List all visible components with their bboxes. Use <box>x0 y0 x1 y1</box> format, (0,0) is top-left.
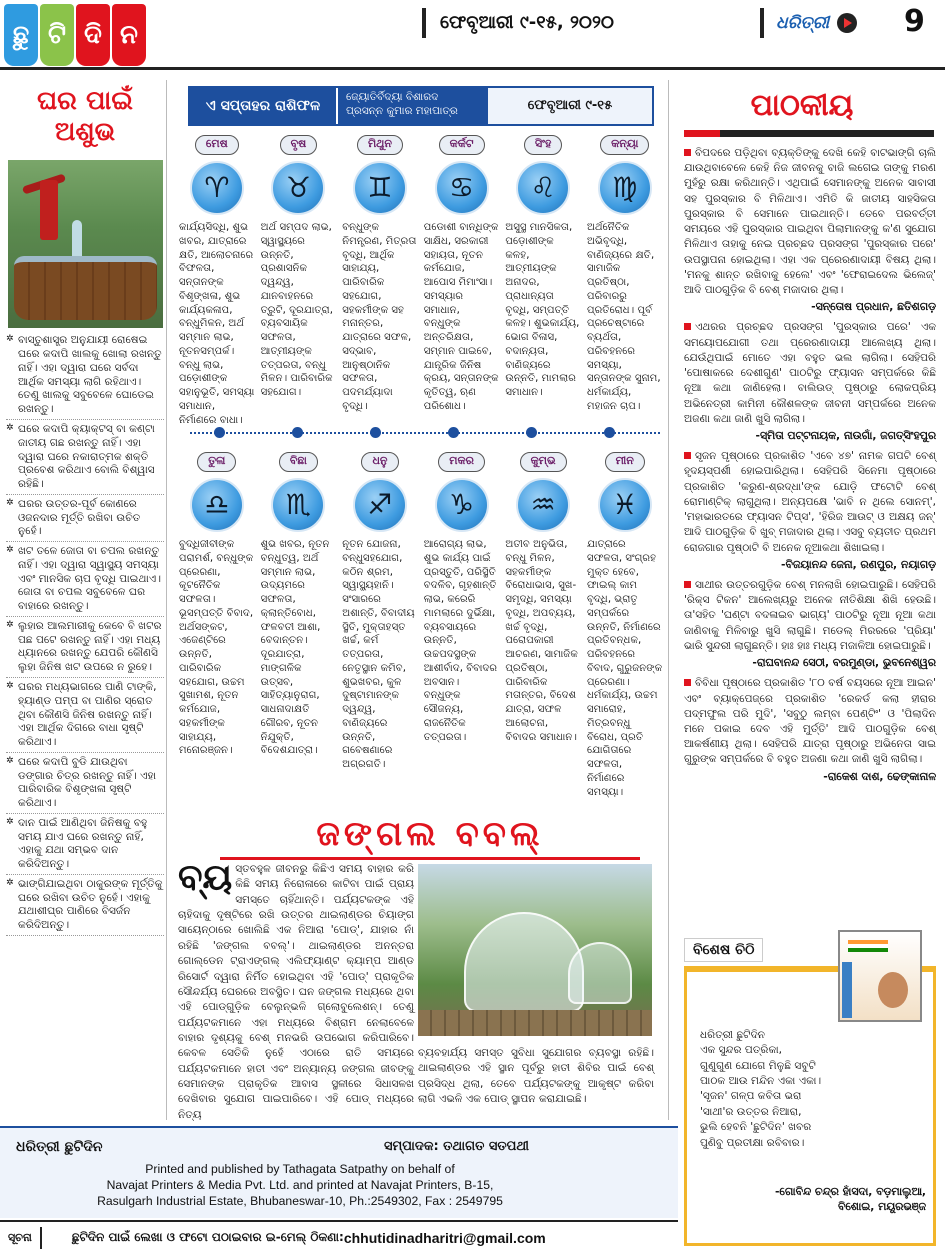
reader-letter <box>684 449 936 572</box>
zodiac-symbol-icon: ♌ <box>516 161 570 215</box>
divider-dot <box>604 427 615 438</box>
sign-label-wrap <box>587 452 663 472</box>
zodiac-sign-card <box>584 135 666 427</box>
letter-signature: -ବିଜୟାନନ୍ଦ ଜେନା, ରଣପୁର, ନୟାଗଡ଼ <box>781 557 936 571</box>
imprint-line1: Printed and published by Tathagata Satpathy on behalf of <box>145 1162 455 1176</box>
sign-name: କର୍କଟ <box>439 135 485 155</box>
notice-tag: ସୂଚନା <box>0 1227 42 1250</box>
sign-forecast: ଶୁଭ ଖବର, ନୂତନ ବନ୍ଧୁତ୍ୱ, ଅର୍ଥ ସମ୍ମାନ ଲାଭ, ଉଦ୍ୟମରେ ସଫଳତା, କ୍ଲାନ୍ତିବୋଧ, ଫଳବତୀ ଆଶା, ବେଦାନ୍ତନ। ଦୂରଯାତ୍ରା, ମାଙ୍ଗଳିକ ଉତ୍ସବ, ସାହିତ୍ୟାନୁରାଗ, ସାଧନାଦାକ୍ଷତି ଗୌରବ, ନୂତନ ନିଯୁକ୍ତି, ବିଦେଶଯାତ୍ରା। <box>260 539 330 757</box>
rashifal-header <box>188 86 654 126</box>
brand-letter-tile: ଟି <box>40 4 74 66</box>
sign-label-wrap <box>342 452 418 472</box>
bubble-pod-photo <box>418 864 652 1036</box>
sign-name: ମକର <box>438 452 485 472</box>
zodiac-symbol-icon: ♑ <box>435 478 489 532</box>
notice-bar <box>0 1220 678 1254</box>
vastu-title-line2: ଅଶୁଭ <box>54 117 116 148</box>
rashifal-title: ଏ ସପ୍ତାହର ରାଶିଫଳ <box>190 88 336 124</box>
zodiac-sign-card <box>339 135 421 427</box>
divider-dot <box>214 427 225 438</box>
letter-body: ଏଥରର ପ୍ରଚ୍ଛଦ ପ୍ରସଙ୍ଗ 'ପୁରସ୍କାର ପରେ' ଏକ ସମୟୋପଯୋଗୀ ତଥା ପ୍ରେରଣାଦାୟୀ ଆଲେଖ୍ୟ ଥିଲା। ଯେଉଁଥିପାଇଁ ମୋତେ ଏହା ବହୁତ ଭଲ ଲାଗିଲା। ସେହିପରି 'ପୋଷାକରେ ଦେଶୀଗୁଣ' ପାଠଟିରୁ ଫ୍ୟାସନ ସମ୍ପର୍କରେ କିଛି ନୂଆ କଥା ଜାଣିହେଲା। ବାଲିଉଡ୍ ପୃଷ୍ଠାରୁ ଲୋକପ୍ରିୟ ଅଭିନେତ୍ରୀ କାମିନୀ କୌଶଳଙ୍କ ଜୀବନୀ ସମ୍ପର୍କରେ ଅନେକ ଅଜଣା କଥା ଜାଣି ଖୁସି ଲାଗିଲା। <box>684 320 936 427</box>
astrologer-name: ପ୍ରସନ୍ନ କୁମାର ମହାପାତ୍ର <box>346 104 458 117</box>
special-letter-title: ବିଶେଷ ଚିଠି <box>684 938 763 962</box>
sign-forecast: ବନ୍ଧୁଙ୍କ ନିମନ୍ତ୍ରଣ, ମିତ୍ରତା ବୃଦ୍ଧି, ଆର୍ଥିକ ସାହାଯ୍ୟ, ପାରିବାରିକ ସହଯୋଗ, ସହକର୍ମୀଙ୍କ ସହ ମନାନ୍ତର, ଯାତ୍ରାରେ ସଫଳ, ସଦ୍‌ଭାବ, ଆନୁଷ୍ଠାନିକ ସଫଳତା, ପଦମର୍ଯ୍ୟାଦା ବୃଦ୍ଧି। <box>342 222 417 412</box>
reader-letter <box>684 676 936 784</box>
reader-letter <box>684 146 936 314</box>
sign-name: ସିଂହ <box>524 135 562 155</box>
sign-label-wrap <box>342 135 418 155</box>
sign-label-wrap <box>179 135 255 155</box>
hand-pump-photo <box>8 160 163 328</box>
brand-letter-tile: ଦି <box>76 4 110 66</box>
sign-forecast: ଯାତ୍ରାରେ ସଫଳତା, ସଂଗ୍ରହ ମୁକ୍ତ ହେବେ, ଫାଇଲ୍ କାମ ବୃଦ୍ଧି, ଭ୍ରାତୃ ସମ୍ପର୍କରେ ଉନ୍ନତି, ନିର୍ମାଣରେ ପ୍ରତିବନ୍ଧକ, ପରିବହନରେ ବିବାଦ, ଗୁରୁଜନଙ୍କ ପ୍ରେରଣା। ଧର୍ମକାର୍ଯ୍ୟ, ଉଚ୍ଚମ ସମାରୋହ, ମିତ୍ରବନ୍ଧୁ ବିରୋଧ, ପ୍ରତି ଯୋଗିତାରେ ସଫଳତା, ନିର୍ମାଣରେ ସମସ୍ୟା। <box>586 539 663 798</box>
zodiac-symbol-icon: ♎ <box>190 478 244 532</box>
sign-name: ମିଥୁନ <box>357 135 403 155</box>
title-rule <box>684 130 934 137</box>
sign-forecast: କାର୍ଯ୍ୟସିଦ୍ଧି, ଶୁଭ ଖବର, ଯାତ୍ରାରେ କ୍ଷତି, ଆଲୋଚନାରେ ବିଫଳତା, ସନ୍ତାନଙ୍କ ବିଶୃଙ୍ଖଳା, ଶୁଭ କାର୍ଯ୍ୟକଳାପ, ବନ୍ଧୁମିଳନ, ଅର୍ଥ ସମ୍ମାନ ଲାଭ, ନୂତନସମ୍ପର୍କ। ବନ୍ଧୁ ଲାଭ, ପଡ଼ୋଶୀଙ୍କ ସହାନୁଭୂତି, ସମସ୍ୟା ସମାଧାନ, ନିର୍ମାଣରେ ବାଧା। <box>179 222 255 426</box>
poem-line: 'ସାଥୀ'ର ଉତ୍ତର ନିଆରା, <box>700 1105 802 1118</box>
cover-face <box>878 972 908 1008</box>
special-letter-poem <box>700 1028 926 1151</box>
poem-line: ଏକ ସୁନ୍ଦର ପତ୍ରିକା, <box>700 1044 783 1057</box>
reader-letter <box>684 320 936 443</box>
wooden-deck <box>418 1010 652 1036</box>
article-continuation: ବ୍ୟବହାର୍ଯ୍ୟ ସମସ୍ତ ସୁବିଧା ସୁଯୋଗର ବ୍ୟବସ୍ଥା ରହିଛି। ଥାଇଲାଣ୍ଡର ଏହି ସ୍ଥାନ ପୂର୍ବରୁ ହାତୀ ଶିବିର ପାଇଁ ବେଶ୍ ପ୍ରସିଦ୍ଧ ଥିଲା, ତେବେ ପର୍ଯ୍ୟଟକଙ୍କୁ ଆକୃଷ୍ଟ କରିବା ଲାଗି ଏଭଳି ଏକ ପୋଡ୍ ସ୍ଥାପନ କରାଯାଇଛି। <box>418 1047 654 1106</box>
sign-name: ଧନୁ <box>361 452 398 472</box>
letter-body: ସୃଜନ ପୃଷ୍ଠାରେ ପ୍ରକାଶିତ 'ଏବେ ୪୭' ନାମକ ଗପଟି ବେଶ୍ ହୃଦୟସ୍ପର୍ଶୀ ହୋଇପାରିଥିଲା। ସେହିପରି ସିନେମା ପୃଷ୍ଠାରେ ପ୍ରକାଶିତ 'କରୁଣ-ଶ୍ରଦ୍ଧା'ଙ୍କ ଯୋଡ଼ି ଫଟୋଟି ବେଶ୍ ରୋମାଣ୍ଟିକ୍ ଲାଗୁଥିଲା। ଅନ୍ୟପକ୍ଷେ 'ଭାବି ନ ଥିଲେ ସୋନମ୍', 'ମହାଭାରତରେ ଫ୍ୟାସନ ଟିପ୍ସ', 'ହିରିଜ ଆଉଟ୍ ଓ ଅକ୍ଷୟ ଜନ୍' ଆଦି ପାଠଗୁଡ଼ିକ ବି ଖୁବ୍ ମଜାଦାର ଥିଲା। ଏସବୁ ବ୍ୟତୀତ ପ୍ରଥମ ରୋଜଗାର ପୃଷ୍ଠାଟି ବି ଅନେକ ନୂଆକଥା ଶିଖାଇଲା। <box>684 449 936 556</box>
sign-label-wrap <box>424 135 500 155</box>
publisher-name: ଧରିତ୍ରୀ <box>776 12 830 33</box>
zodiac-sign-card <box>584 452 666 800</box>
sign-name: ମେଷ <box>195 135 239 155</box>
sign-forecast: ଅସୁସ୍ଥ ମାନସିକତା, ପଡ଼ୋଶୀଙ୍କ କଳହ, ଆତ୍ମୀୟଙ୍କ ଅନାଦର, ପ୍ରାଧାନ୍ୟତା ବୃଦ୍ଧି, ସମ୍ପତ୍ତି କଳହ। ଶୁଭକାର୍ଯ୍ୟ, ଭୋଗ ବିଳାସ, ବଦାନ୍ୟତା, ବାଣିଜ୍ୟରେ ଉନ୍ନତି, ମାମଲାର ସମାଧାନ। <box>505 222 580 399</box>
zodiac-symbol-icon: ♋ <box>435 161 489 215</box>
divider-dot <box>370 427 381 438</box>
notice-text: ଛୁଟିଦିନ ପାଇଁ ଲେଖା ଓ ଫଟୋ ପଠାଇବାର ଇ-ମେଲ୍ ଠିକଣା: <box>71 1230 344 1245</box>
vastu-list-item: ✲ ଘରର ଉତ୍ତର-ପୂର୍ବ କୋଣରେ ଓଜନଦାର ମୂର୍ତ୍ତି ରଖିବା ଉଚିତ ନୁହେଁ। <box>6 498 164 542</box>
poem-line: ପୁଣିବୁ ପ୍ରତୀକ୍ଷା ରବିବାର। <box>700 1136 805 1149</box>
poem-line: ପାଠକ ଆଉ ମନ୍ଦିନ ଏକା ଏକା। <box>700 1075 822 1088</box>
zodiac-sign-card <box>421 135 503 427</box>
sign-forecast: ଅର୍ଥନୈତିକ ଅଭିବୃଦ୍ଧି, ବାଣିଜ୍ୟରେ କ୍ଷତି, ସାମାଜିକ ପ୍ରତିଷ୍ଠା, ପରିବାରରୁ ପ୍ରତିରୋଧ। ପୂର୍ବ ପ୍ରଚେଷ୍ଟାରେ ବ୍ୟର୍ଥତା, ପରିବହନରେ ସମସ୍ୟା, ସନ୍ତାନଙ୍କ ସୁନାମ, ଧର୍ମକାର୍ଯ୍ୟ, ମହାଜନ ଚାପ। <box>586 222 661 412</box>
sign-forecast: ଅର୍ଥ ସମ୍ପଦ ଲାଭ, ସ୍ୱାସ୍ଥ୍ୟରେ ଉନ୍ନତି, ପ୍ରଶାସନିକ ଦ୍ୱନ୍ଦ୍ୱ, ଯାନବାହନରେ ତ୍ରୁଟି, ଦୂରଯାତ୍ରା, ବ୍ୟବସାୟିକ ସଫଳତା, ଆତ୍ମୀୟଙ୍କ ତତ୍ପରତା, ବନ୍ଧୁ ମିଳନ। ପାରିବାରିକ ସହଯୋଗ। <box>260 222 334 399</box>
wooden-barrel <box>14 256 157 320</box>
zodiac-sign-card <box>502 135 584 427</box>
signature-line1: -ଗୋବିନ୍ଦ ଚନ୍ଦ୍ର ହାଁସଦା, ବଡ଼ମାଲୁଆ, <box>774 1185 926 1198</box>
jungle-bubble-title: ଜଙ୍ଗଲ ବବଲ୍ <box>220 812 640 860</box>
sign-name: ବିଛା <box>279 452 318 472</box>
jungle-bubble-article <box>178 857 414 1123</box>
sign-forecast: ନୂତନ ଯୋଜନା, ବନ୍ଧୁସହଯୋଗ, କଠିନ ଶ୍ରମ, ସ୍ୱାସ୍ଥ୍ୟହାନି। ସଂସାରରେ ଅଶାନ୍ତି, ବିବାଦୀୟ ସ୍ଥିତି, ମୁକ୍ତାହସ୍ତ ଖର୍ଚ୍ଚ, କର୍ମ ତତ୍ପରତା, ନେତୃସ୍ଥାନ କମିବ, ଶୁଭଖବର, କୁଳ ଦୁଷ୍ଟାମାନଙ୍କ ଦ୍ୱନ୍ଦ୍ୱ, ବାଣିଜ୍ୟରେ ଉନ୍ନତି, ଗବେଷଣାରେ ଅଗ୍ରଗତି। <box>342 539 415 771</box>
zodiac-sign-card <box>339 452 421 800</box>
zodiac-symbol-icon: ♍ <box>598 161 652 215</box>
zodiac-sign-card <box>502 452 584 800</box>
readers-letters-title: ପାଠକୀୟ <box>750 88 854 123</box>
article-text: ସ୍ତବହୁଳ ଜୀବନରୁ କିଛିଏ ସମୟ ବାହାର କରି କିଛି ସମୟ ନିରୋଳାରେ କାଟିବା ପାଇଁ ପ୍ରାୟ ସମସ୍ତେ ଚାହିଁଥାନ୍ତି। ପର୍ଯ୍ୟଟକଙ୍କ ଏହି ଚାହିଦାକୁ ଦୃଷ୍ଟିରେ ରଖି ଉତ୍ତର ଥାଇଲାଣ୍ଡର ଚିୟାଙ୍ଗ ସାୟେନ୍‌ଠାରେ ଖୋଲିଛି ଏକ ନିଆରା 'ପୋଡ୍', ଯାହାର ନାଁ ରହିଛି 'ଜଙ୍ଗଲ ବବଲ୍'। ଥାଇଲାଣ୍ଡର ଅନନ୍ତରା ଗୋଲ୍ଡେନ ଟ୍ରାଏଙ୍ଗଲ୍ ଏଲିଫ୍ୟାଣ୍ଟ କ୍ୟାମ୍ପ ଆଣ୍ଡ ରିସୋର୍ଟ ଦ୍ୱାରା ନିର୍ମିତ ହୋଇଥିବା ଏହି 'ପୋଡ୍' ପ୍ରାକୃତିକ ସୌନ୍ଦର୍ଯ୍ୟ ଘେରରେ ଅବସ୍ଥିତ। ଘନ ଜଙ୍ଗଲ ମଧ୍ୟରେ ଥିବା ଏହି ପୋଡ୍‌ଗୁଡ଼ିକ ବେଲୁନ୍‌ଭଳି ଗ୍ଲୋବୁଲେଶନ୍। ତେଣୁ ପର୍ଯ୍ୟଟକମାନେ ଏହା ମଧ୍ୟରେ ବିଶ୍ରାମ ନେଲାବେଳେ ବାହାର ଦୃଶ୍ୟକୁ ବେଶ୍ ମନଭରି ଉପଭୋଗ କରିପାରିବେ। କେବଳ ସେତିକି ନୁହେଁ ଏଠାରେ ରାତି ସମୟରେ ପର୍ଯ୍ୟଟକମାନେ ହାତୀ ଏବଂ ଅନ୍ୟାନ୍ୟ ଜଙ୍ଗଲ ଜୀବଙ୍କୁ ସେମାନଙ୍କ ପ୍ରାକୃତିକ ଆବାସ ସ୍ଥଳୀରେ ସିଧାସଳଖ ଦେଖିବାର ସୁଯୋଗ ପାଇପାରିବେ। ଏହି ପୋଡ୍ ମଧ୍ୟରେ ନିତ୍ୟ <box>178 863 414 1121</box>
letter-body: ବିବିଧା ପୃଷ୍ଠାରେ ପ୍ରକାଶିତ '୮୦ ବର୍ଷ ବୟସରେ ନୂଆ ଆଇନ' ଏବଂ ବ୍ୟାକ୍‌ପେଜ୍‌ରେ ପ୍ରକାଶିତ 'ରେକର୍ଡ କଲା ହୀରାର ପଦ୍ମଫୁଲ ପରି ମୁଦି', 'ସବୁଠୁ ଲମ୍ବା ପେଣ୍ଟିଂ' ଓ 'ପିଲାଦିନ ମନେ ପକାଇ ଦେବ ଏହି ମୁର୍ତ୍ତି' ଆଦି ପାଠଗୁଡ଼ିକ ବେଶ୍ ଆକର୍ଷଣୀୟ ଥିଲା। ସେହିପରି ଯାତ୍ରା ପୃଷ୍ଠାରୁ ଅଭିନେତା ସାଇ ଗୁରୁଙ୍କ ସମ୍ପର୍କରେ ବି ବହୁତ ଅଜଣା କଥା ଜାଣି ଖୁସି ଲାଗିଲା। <box>684 676 936 767</box>
vastu-list-item: ✲ ଲୁହାର ଆଲମାରୀକୁ କେବେ ବି ଖଟର ପଛ ପଟେ ରଖନ୍ତୁ ନାହିଁ। ଏହା ମଧ୍ୟ ଧ୍ୟାନରେ ରଖନ୍ତୁ ଯେପରି କୌଣସି ଲୁହା ଜିନିଷ ଖଟ ଉପରେ ନ ରୁହେ। <box>6 620 164 678</box>
magazine-cover-thumbnail <box>838 930 922 1022</box>
sign-name: ମୀନ <box>605 452 645 472</box>
sign-forecast: ବୁଦ୍ଧିଜୀବୀଙ୍କ ପରାମର୍ଶ, ବନ୍ଧୁଙ୍କ ପ୍ରେରଣା, କୂଟନୈତିକ ସଫଳତା। ଭୂସମ୍ପତ୍ତି ବିବାଦ, ଅର୍ଥସଙ୍କଟ, ଏଜେଣ୍ଟିରେ ଉନ୍ନତି, ପାରିବାରିକ ସହଯୋଗ, ଉଚ୍ଚମ ସୁଖାମଶ, ନୂତନ କର୍ମଯୋଜ, ସହକର୍ମୀଙ୍କ ସାହାଯ୍ୟ, ମନୋରଞ୍ଜନ। <box>179 539 254 757</box>
column-rule <box>668 80 669 1120</box>
zodiac-symbol-icon: ♓ <box>598 478 652 532</box>
sign-label-wrap <box>505 135 581 155</box>
zodiac-symbol-icon: ♒ <box>516 478 570 532</box>
brand-letter-tile: ଛୁ <box>4 4 38 66</box>
cover-spine <box>842 962 852 1018</box>
letter-signature: -ରାକେଶ ଦାଶ, ଢେଙ୍କାନାଳ <box>823 769 936 783</box>
sign-label-wrap <box>587 135 663 155</box>
sign-forecast: ଆରୋଗ୍ୟ ଲାଭ, ଶୁଭ କାର୍ଯ୍ୟ ପାଇଁ ପ୍ରସ୍ତୁତି, ପରିସ୍ଥିତି ବଦଳିବ, ଗୃହଶାନ୍ତି ଲାଭ, କରେରି ମାମଲାରେ ଦୁର୍ଭିକ୍ଷା, ବ୍ୟବସାୟରେ ଉନ୍ନତି, ଉଚ୍ଚପଦସ୍ଥଙ୍କ ଆଶୀର୍ବାଦ, ବିବାଦର ଅବସାନ। ବନ୍ଧୁଙ୍କ ସୌଜନ୍ୟ, ରାଜନୈତିକ ତତ୍ପରତା। <box>423 539 498 743</box>
zodiac-sign-card <box>258 452 340 800</box>
zodiac-sign-card <box>421 452 503 800</box>
zodiac-sign-card <box>258 135 340 427</box>
sign-label-wrap <box>261 135 337 155</box>
astrologer-credit <box>336 88 488 124</box>
poem-line: ଭୁଲି ହେବନି 'ଛୁଟିଦିନ' ଖବର <box>700 1121 812 1134</box>
vastu-title-line1: ଘର ପାଇଁ <box>37 86 133 116</box>
vastu-list-item: ✲ ଘରର ମଧ୍ୟଭାଗରେ ପାଣି ଟାଙ୍କି, ହ୍ୟାଣ୍ଡ ପମ୍ପ ବା ପାଣିର ସ୍ରୋତ ଥିବା କୌଣସି ଜିନିଷ ରଖନ୍ତୁ ନାହିଁ। ଏହା ଆର୍ଥିକ ଦିଗରେ ବାଧା ସୃଷ୍ଟି କରିଥାଏ। <box>6 681 164 753</box>
divider-dot <box>448 427 459 438</box>
divider-dot <box>526 427 537 438</box>
vastu-list-item: ✲ ଘରେ କଦାପି ବୁଡି ଯାଉଥିବା ଡଙ୍ଗାର ଚିତ୍ର ରଖନ୍ତୁ ନାହିଁ। ଏହା ପାରିବାରିକ ବିଶୃଙ୍ଖଳା ସୃଷ୍ଟି କରିଥାଏ। <box>6 756 164 814</box>
zodiac-row-1 <box>176 135 666 427</box>
sign-name: ବୃଷ <box>280 135 318 155</box>
astrologer-title: ଜ୍ୟୋତିର୍ବିଦ୍ୟା ବିଶାରଦ <box>346 91 439 103</box>
zodiac-sign-card <box>176 452 258 800</box>
vastu-list <box>4 328 166 936</box>
vastu-list-item: ✲ ଭାଙ୍ଗିଯାଇଥିବା ଠାକୁରଙ୍କ ମୂର୍ତ୍ତିକୁ ଘରେ ରଖିବା ଉଚିତ ନୁହେଁ। ଏହାକୁ ଯଥାଶୀଘ୍ର ପାଣିରେ ବିସର୍ଜନ କରିଦିଅନ୍ତୁ। <box>6 878 164 936</box>
imprint-line2: Navajat Printers & Media Pvt. Ltd. and printed at Navajat Printers, B-15, <box>106 1177 494 1192</box>
flag-graphic <box>848 940 888 952</box>
contact-email-link[interactable]: chhutidinadharitri@gmail.com <box>343 1229 546 1246</box>
letter-signature: -ସ୍ମିତା ପଟ୍ଟନାୟକ, ନାଉଗାଁ, ଜଗତ୍‌ସିଂହପୁର <box>755 428 936 442</box>
brand-letter-tile: ନ <box>112 4 146 66</box>
letter-signature: -ସନ୍ତୋଷ ପ୍ରଧାନ, ଛତିଶଗଡ଼ <box>811 300 936 314</box>
letter-signature: -ରାଘବାନନ୍ଦ ସେଠୀ, ବରମୁଣ୍ଡା, ଭୁବନେଶ୍ୱର <box>752 656 936 670</box>
signature-line2: ବିଶୋଇ, ମୟୂରଭଞ୍ଜ <box>838 1200 926 1214</box>
sign-forecast: ପଡୋଶୀ ବାନ୍ଧିଙ୍କ ସାକ୍ଷିଧ, ସରକାରୀ ସହାୟତା, ନୂତନ କର୍ମଯୋଜ, ଆପୋସ ମିମାଂସା। ସମସ୍ୟାର ସମାଧାନ, ବନ୍ଧୁଙ୍କ ଅନ୍ତରିକ୍ଷତା, ସମ୍ମାନ ପାଇବେ, ଯାନ୍ତ୍ରିକ ଜିନିଷ କ୍ରୟ, ସନ୍ତାନଙ୍କ କୃତିତ୍ୱ, ଋଣ ପରିଶୋଧ। <box>423 222 499 412</box>
publisher-logo <box>760 8 910 38</box>
vastu-list-item: ✲ ଘରେ କଦାପି କ୍ୟାକ୍ଟସ୍ ବା କଣ୍ଟା ଜାତୀୟ ଗଛ ରଖନ୍ତୁ ନାହିଁ। ଏହା ଦ୍ୱାରା ଘରେ ନକାରାତ୍ମକ ଶକ୍ତି ପ୍ରବେଶ କରିଥାଏ ବୋଲି ବିଶ୍ୱାସ ରହିଛି। <box>6 423 164 495</box>
zodiac-row-2 <box>176 452 666 800</box>
imprint-footer <box>0 1126 678 1218</box>
vastu-list-item: ✲ ଦାନ ପାଇଁ ଆଣିଥିବା ଜିନିଷକୁ ବହୁ ସମୟ ଯାଏ ଘରେ ରଖନ୍ତୁ ନାହିଁ, ଏହାକୁ ଯଥା ସମ୍ଭବ ଦାନ କରିଦିଅନ୍ତୁ। <box>6 817 164 875</box>
poem-line: 'ସୃଜନ' ଗଳ୍ପ କବିତା ଭରା <box>700 1090 802 1103</box>
vastu-list-item: ✲ ଖଟ ତଳେ ଜୋତା ବା ଚପଲ ରଖନ୍ତୁ ନାହିଁ। ଏହା ଦ୍ୱାରା ସ୍ୱାସ୍ଥ୍ୟ ସମସ୍ୟା ଏବଂ ମାନସିକ ଚାପ ବୃଦ୍ଧି ପାଇଥାଏ। ଜୋତା ବା ଚପଲ ସବୁବେଳେ ଘର ବାହାରେ ରଖନ୍ତୁ। <box>6 545 164 617</box>
zodiac-symbol-icon: ♐ <box>353 478 407 532</box>
page-number: 9 <box>904 4 925 39</box>
imprint-text <box>20 1162 580 1210</box>
rashifal-date: ଫେବୃଆରୀ ୯-୧୫ <box>488 88 652 124</box>
sign-label-wrap <box>505 452 581 472</box>
issue-date: ଫେବୃଆରୀ ୯-୧୫, ୨୦୨୦ <box>422 8 642 38</box>
poem-line: ଧରିତ୍ରୀ ଛୁଟିଦିନ <box>700 1029 766 1041</box>
sign-name: କନ୍ୟା <box>600 135 649 155</box>
poem-line: ଗୁଣୁଗୁଣ ଯୋଗେ ମିଳୁଛି ସବୁଟି <box>700 1059 816 1072</box>
footer-brand: ଧରିତ୍ରୀ ଛୁଟିଦିନ <box>16 1139 103 1155</box>
bubble-pod <box>464 912 584 1012</box>
sign-name: ତୁଳା <box>197 452 236 472</box>
divider-dot <box>292 427 303 438</box>
sign-forecast: ଅତୀବ ଅନୁଭିତା, ବନ୍ଧୁ ମିଳନ, ସହକର୍ମୀଙ୍କ ବିରୋଧାଭାସ, ସୁଖ-ସମୃଦ୍ଧି, ସମସ୍ୟା ବୃଦ୍ଧି, ଅପବ୍ୟୟ, ଖର୍ଚ୍ଚ ବୃଦ୍ଧି, ପରୋପକାରୀ ଆଚରଣ, ସାମାଜିକ ପ୍ରତିଷ୍ଠା, ପାରିବାରିକ ମତାନ୍ତର, ବିଦେଶ ଯାତ୍ରା, ସଫଳ ଆଲୋଚନା, ବିବାଦର ସମାଧାନ। <box>505 539 578 743</box>
letter-body: ବିପଦରେ ପଡ଼ିଥିବା ବ୍ୟକ୍ତିଙ୍କୁ ଦେଖି କେହି ବାଟଭାଙ୍ଗି ଚାଲି ଯାଉଥିବାବେଳେ କେହି ନିଜ ଜୀବନକୁ ବାଜି ଲଗେଇ ତାଙ୍କୁ ମରଣ ମୁହଁରୁ ରକ୍ଷା କରିଥାନ୍ତି। ଏଥିପାଇଁ ସେମାନଙ୍କୁ ଅନେକ ସାବାସୀ ସହ ପୁରସ୍କାର ବି ମିଳିଥାଏ। ଏମିତି କି ଜାତୀୟ ସାହସିକତା ପୁରସ୍କାର ବି ସେମାନେ ପାଇଥାନ୍ତି। ତେବେ ପରବର୍ତ୍ତୀ ସମୟରେ ଏହି ପୁରସ୍କାର ପାଇଥିବା ପିଲାମାନଙ୍କୁ କ'ଣ ସୁଯୋଗ ମିଳିଥାଏ ତାହାକୁ ନେଇ ପ୍ରଚ୍ଛଦ ପ୍ରସଙ୍ଗ 'ପୁରସ୍କାର ପରେ' ଉପସ୍ଥାପନା ହୋଇଥିଲା। ଏହା ଏକ ପ୍ରେରଣାଦାୟୀ ବିଷୟ ଥିଲା। 'ମନକୁ ଶାନ୍ତ ରଖିବାକୁ ହେଲେ' ଏବଂ 'ଫେରାଇଦେଲ ଭିଲେଜ୍' ଆଦି ପାଠଗୁଡ଼ିକ ବି ବେଶ୍ ମଜାଦାର ଥିଲା। <box>684 146 936 298</box>
zodiac-symbol-icon: ♈ <box>190 161 244 215</box>
zodiac-symbol-icon: ♊ <box>353 161 407 215</box>
sign-label-wrap <box>179 452 255 472</box>
vastu-list-item: ✲ ବାସ୍ତୁଶାସ୍ତ୍ର ଅନୁଯାୟୀ ରୋଷେଇ ଘରେ କଦାପି ଖାଲକୁ ଖୋଲା ରଖନ୍ତୁ ନାହିଁ। ଏହା ଦ୍ୱାରା ଘରେ ସର୍ବଦା ଆର୍ଥିକ ସମସ୍ୟା ଲାଗି ରହିଥାଏ। ତେଣୁ ଖାଲକୁ ସବୁବେଳେ ଘୋଡେଇ ରଖନ୍ତୁ। <box>6 334 164 420</box>
divider-line <box>190 432 660 434</box>
sign-label-wrap <box>261 452 337 472</box>
vastu-title <box>4 80 166 160</box>
zodiac-divider <box>190 426 660 440</box>
zodiac-symbol-icon: ♏ <box>271 478 325 532</box>
zodiac-symbol-icon: ♉ <box>271 161 325 215</box>
special-letter-signature <box>700 1184 926 1214</box>
footer-editor: ସମ୍ପାଦକ: ତଥାଗତ ସତପଥୀ <box>384 1139 529 1154</box>
letter-body: ସାଥୀର ଉତ୍ତରଗୁଡ଼ିକ ବେଶ୍ ମନଲାଖି ହୋଇପାରୁଛି। ସେହିପରି 'ରିକ୍ସ ଟିକନ' ଆଲେଖ୍ୟରୁ ଅନେକ ନୀତିଶିକ୍ଷା ଶିଖି ହେଉଛି। ତା'ସହିତ 'ଘଣ୍ଟା ବଦଳାଇବ ଭାଗ୍ୟ' ପାଠଟିରୁ ନୂଆ ନୂଆ କଥା ଜାଣିବାକୁ ମିଳିବାରୁ ଖୁସି ଲାଗୁଛି। ମଡେଲ୍ ମିରରରେ 'ପ୍ରିୟା' ଭାରି ସୁନ୍ଦରୀ ଲାଗୁଛନ୍ତି। ହାଃ ହାଃ ମଧ୍ୟ ମଜାଳିଆ ହୋଇପାରୁଛି। <box>684 578 936 654</box>
zodiac-sign-card <box>176 135 258 427</box>
bubble-pod-small <box>568 942 632 1004</box>
sign-name: କୁମ୍ଭ <box>520 452 567 472</box>
reader-letter <box>684 578 936 670</box>
page-header <box>0 0 945 70</box>
readers-letters <box>684 146 936 790</box>
imprint-line3: Rasulgarh Industrial Estate, Bhubaneswar-10, Ph.:2549302, Fax : 2549795 <box>97 1193 503 1208</box>
article-dropcap: ବ୍ୟ <box>178 857 233 898</box>
brand-logo <box>4 4 146 66</box>
sign-label-wrap <box>424 452 500 472</box>
play-icon <box>837 13 857 33</box>
pump-body <box>40 180 58 240</box>
vastu-column <box>4 80 167 1120</box>
